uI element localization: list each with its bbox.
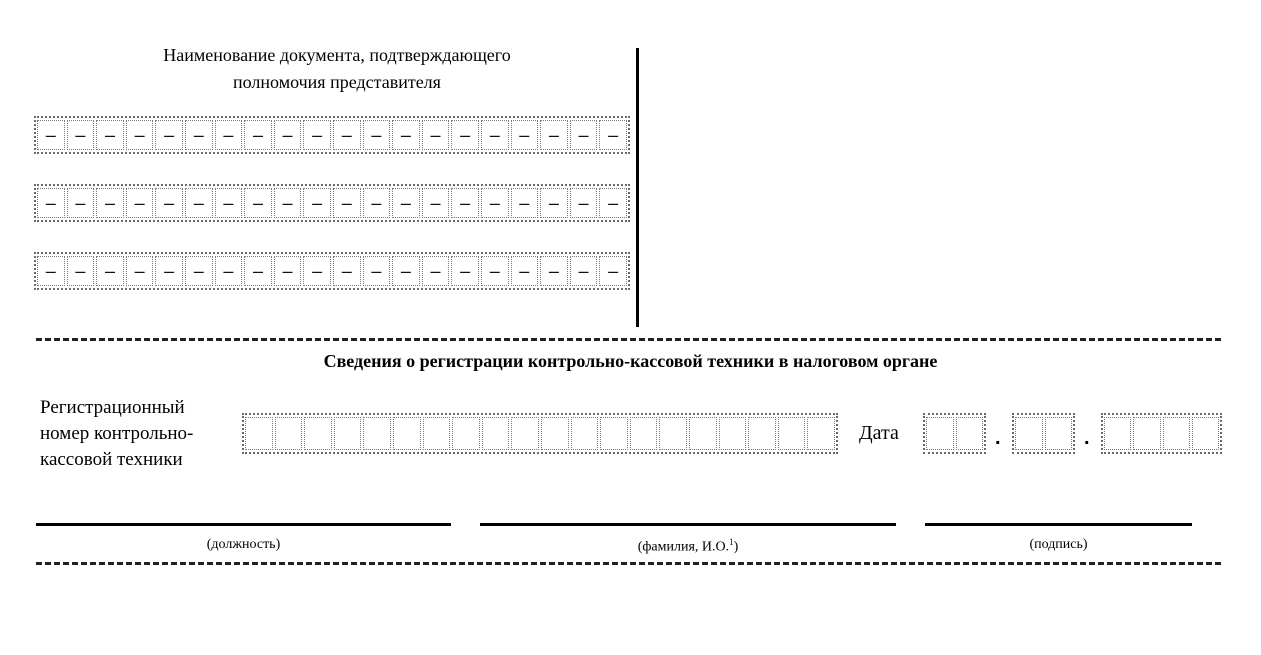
date-year-field[interactable]: [1101, 413, 1222, 454]
input-cell[interactable]: [1163, 417, 1190, 450]
input-cell[interactable]: [926, 417, 954, 450]
input-cell[interactable]: –: [422, 120, 450, 150]
input-cell[interactable]: –: [451, 120, 479, 150]
position-line[interactable]: [36, 523, 451, 526]
registration-number-label: [40, 395, 240, 473]
registration-label-line1: Регистрационный: [40, 397, 185, 418]
input-cell[interactable]: –: [511, 120, 539, 150]
input-cell[interactable]: –: [126, 188, 154, 218]
input-cell[interactable]: –: [96, 120, 124, 150]
input-cell[interactable]: [482, 417, 510, 450]
input-cell[interactable]: –: [599, 188, 627, 218]
document-name-heading-line2: полномочия представителя: [233, 72, 441, 92]
input-cell[interactable]: [1104, 417, 1131, 450]
input-cell[interactable]: –: [155, 256, 183, 286]
date-label: Дата: [859, 422, 899, 444]
input-cell[interactable]: –: [67, 256, 95, 286]
input-cell[interactable]: [363, 417, 391, 450]
input-cell[interactable]: [334, 417, 362, 450]
input-cell[interactable]: –: [215, 120, 243, 150]
input-cell[interactable]: –: [274, 256, 302, 286]
input-cell[interactable]: –: [392, 188, 420, 218]
input-cell[interactable]: [245, 417, 273, 450]
input-cell[interactable]: –: [37, 188, 65, 218]
input-cell[interactable]: –: [244, 120, 272, 150]
input-cell[interactable]: –: [540, 120, 568, 150]
input-cell[interactable]: [1045, 417, 1073, 450]
input-cell[interactable]: –: [333, 120, 361, 150]
input-cell[interactable]: –: [570, 256, 598, 286]
input-cell[interactable]: –: [333, 188, 361, 218]
input-cell[interactable]: –: [185, 120, 213, 150]
input-cell[interactable]: –: [422, 256, 450, 286]
document-name-heading-line1: Наименование документа, подтверждающего: [163, 45, 511, 65]
input-cell[interactable]: –: [392, 256, 420, 286]
input-cell[interactable]: [659, 417, 687, 450]
input-cell[interactable]: –: [126, 256, 154, 286]
input-cell[interactable]: –: [96, 256, 124, 286]
input-cell[interactable]: [275, 417, 303, 450]
input-cell[interactable]: –: [540, 188, 568, 218]
input-cell[interactable]: –: [481, 120, 509, 150]
input-cell[interactable]: [956, 417, 984, 450]
input-cell[interactable]: –: [67, 120, 95, 150]
date-month-field[interactable]: [1012, 413, 1075, 454]
input-cell[interactable]: –: [481, 188, 509, 218]
input-cell[interactable]: –: [126, 120, 154, 150]
input-cell[interactable]: –: [155, 188, 183, 218]
input-cell[interactable]: –: [570, 120, 598, 150]
input-cell[interactable]: –: [570, 188, 598, 218]
registration-number-field[interactable]: [242, 413, 838, 454]
input-cell[interactable]: –: [303, 256, 331, 286]
document-name-heading: [100, 42, 574, 96]
input-cell[interactable]: [1133, 417, 1160, 450]
input-cell[interactable]: –: [37, 256, 65, 286]
document-name-row-2[interactable]: [34, 184, 630, 222]
input-cell[interactable]: –: [37, 120, 65, 150]
vertical-divider: [636, 48, 639, 327]
input-cell[interactable]: [304, 417, 332, 450]
input-cell[interactable]: –: [215, 256, 243, 286]
signature-caption: (подпись): [1029, 537, 1088, 552]
section-separator-top: [36, 338, 1221, 341]
input-cell[interactable]: [511, 417, 539, 450]
input-cell[interactable]: [719, 417, 747, 450]
input-cell[interactable]: –: [363, 120, 391, 150]
input-cell[interactable]: –: [185, 188, 213, 218]
input-cell[interactable]: –: [422, 188, 450, 218]
section-title: Сведения о регистрации контрольно-кассовой техники в налоговом органе: [323, 351, 938, 371]
footnote-marker: 1: [729, 537, 734, 547]
date-separator-1: .: [995, 427, 1001, 449]
input-cell[interactable]: –: [274, 188, 302, 218]
input-cell[interactable]: [571, 417, 599, 450]
input-cell[interactable]: [630, 417, 658, 450]
input-cell[interactable]: –: [511, 188, 539, 218]
input-cell[interactable]: –: [540, 256, 568, 286]
input-cell[interactable]: [748, 417, 776, 450]
input-cell[interactable]: –: [481, 256, 509, 286]
date-separator-2: .: [1084, 427, 1090, 449]
signature-line[interactable]: [925, 523, 1192, 526]
registration-label-line2: номер контрольно-: [40, 423, 194, 444]
input-cell[interactable]: –: [392, 120, 420, 150]
input-cell[interactable]: –: [155, 120, 183, 150]
input-cell[interactable]: –: [599, 120, 627, 150]
input-cell[interactable]: –: [96, 188, 124, 218]
input-cell[interactable]: –: [274, 120, 302, 150]
input-cell[interactable]: –: [303, 188, 331, 218]
input-cell[interactable]: –: [244, 256, 272, 286]
input-cell[interactable]: –: [67, 188, 95, 218]
input-cell[interactable]: [423, 417, 451, 450]
name-caption-close: ): [733, 539, 739, 555]
input-cell[interactable]: [778, 417, 806, 450]
input-cell[interactable]: –: [451, 256, 479, 286]
input-cell[interactable]: –: [363, 256, 391, 286]
input-cell[interactable]: [600, 417, 628, 450]
input-cell[interactable]: [1015, 417, 1043, 450]
input-cell[interactable]: –: [185, 256, 213, 286]
date-day-field[interactable]: [923, 413, 986, 454]
input-cell[interactable]: [393, 417, 421, 450]
input-cell[interactable]: –: [511, 256, 539, 286]
input-cell[interactable]: [541, 417, 569, 450]
input-cell[interactable]: –: [451, 188, 479, 218]
input-cell[interactable]: [452, 417, 480, 450]
input-cell[interactable]: [689, 417, 717, 450]
registration-label-line3: кассовой техники: [40, 449, 183, 470]
section-separator-bottom: [36, 562, 1221, 565]
input-cell[interactable]: [807, 417, 835, 450]
input-cell[interactable]: –: [333, 256, 361, 286]
document-name-row-1[interactable]: [34, 116, 630, 154]
name-line[interactable]: [480, 523, 896, 526]
document-name-row-3[interactable]: [34, 252, 630, 290]
input-cell[interactable]: –: [244, 188, 272, 218]
input-cell[interactable]: –: [215, 188, 243, 218]
input-cell[interactable]: –: [599, 256, 627, 286]
name-caption-text: (фамилия, И.О.: [637, 539, 730, 555]
input-cell[interactable]: –: [363, 188, 391, 218]
position-caption: (должность): [206, 537, 281, 552]
input-cell[interactable]: [1192, 417, 1219, 450]
name-caption: [480, 537, 896, 556]
input-cell[interactable]: –: [303, 120, 331, 150]
